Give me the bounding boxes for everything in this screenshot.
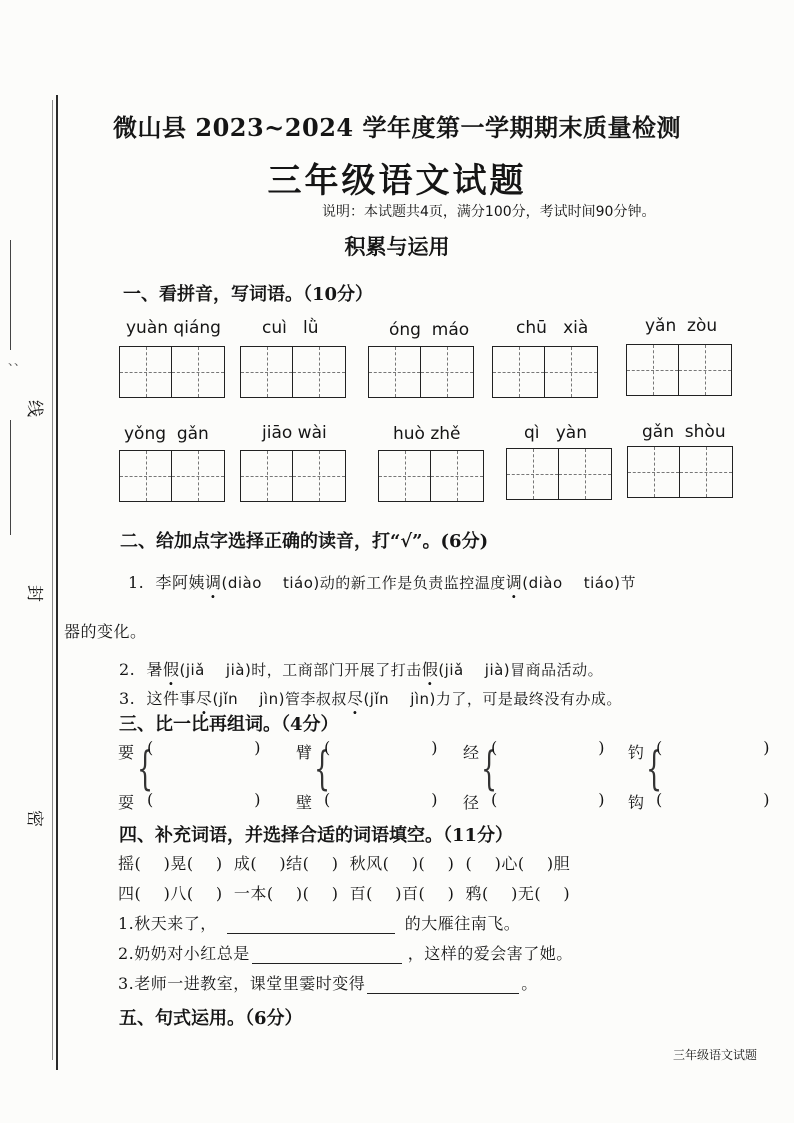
q1-pinyin: óng máo bbox=[389, 320, 470, 340]
q4-sentence-text: 的大雁往南飞。 bbox=[404, 914, 521, 933]
q5-heading: 五、句式运用。（6分） bbox=[119, 1008, 303, 1029]
binding-dash-middle bbox=[10, 420, 11, 535]
q1-pinyin: yǒng gǎn bbox=[124, 424, 209, 444]
q1-writing-grid[interactable] bbox=[506, 448, 612, 500]
binding-char-seal: 封 bbox=[24, 585, 44, 602]
q4-sentence-text: ，这样的爱会害了她。 bbox=[407, 944, 573, 963]
q1-pinyin: chū xià bbox=[516, 318, 589, 338]
q2-text: 3. 这件事 bbox=[119, 689, 196, 708]
q1-writing-grid[interactable] bbox=[492, 346, 598, 398]
q1-heading: 一、看拼音，写词语。（10分） bbox=[123, 284, 374, 305]
q3-char: 经 bbox=[463, 743, 480, 762]
q3-char: 臂 bbox=[296, 743, 313, 762]
q4-sentence-text: 。 bbox=[521, 974, 538, 993]
q4-answer-blank[interactable] bbox=[252, 947, 402, 964]
exam-title: 三年级语文试题 bbox=[267, 161, 527, 201]
q3-brace: { bbox=[137, 741, 154, 795]
q3-char: 壁 bbox=[296, 793, 313, 812]
q3-char: 钓 bbox=[628, 743, 645, 762]
q3-blank[interactable]: ( ) bbox=[147, 738, 262, 757]
q2-text: 2. 暑 bbox=[119, 660, 163, 679]
exam-school-title: 微山县 2023~2024 学年度第一学期期末质量检测 bbox=[113, 113, 681, 142]
q1-pinyin: gǎn shòu bbox=[642, 422, 726, 442]
q4-answer-blank[interactable] bbox=[367, 977, 519, 994]
q2-text: 1. 李阿姨 bbox=[128, 573, 205, 592]
q2-heading: 二、给加点字选择正确的读音，打“√”。(6分) bbox=[120, 531, 489, 552]
q1-writing-grid[interactable] bbox=[240, 346, 346, 398]
q3-blank[interactable]: ( ) bbox=[324, 738, 439, 757]
q4-sentence-3 bbox=[118, 971, 538, 994]
q4-idioms-line-2[interactable]: 四( )八( ) 一本( )( ) 百( )百( ) 鸦( )无( ) bbox=[118, 884, 571, 903]
q2-options[interactable]: (diào tiáo)节 bbox=[522, 574, 637, 592]
q3-char: 径 bbox=[463, 793, 480, 812]
q3-blank[interactable]: ( ) bbox=[491, 738, 606, 757]
q4-heading: 四、补充词语，并选择合适的词语填空。（11分） bbox=[119, 825, 514, 846]
q2-item-1-cont: 器的变化。 bbox=[64, 622, 147, 641]
q2-dotted-char: 假 bbox=[421, 660, 439, 679]
q4-answer-blank[interactable] bbox=[227, 917, 395, 934]
q2-options[interactable]: (diào tiáo)动的新工作是负责监控温度 bbox=[221, 574, 506, 592]
q2-dotted-char: 假 bbox=[162, 660, 180, 679]
q2-item-3 bbox=[119, 686, 622, 709]
binding-char-secret: 密 bbox=[24, 810, 44, 827]
exam-note: 说明：本试题共4页，满分100分，考试时间90分钟。 bbox=[322, 204, 656, 220]
q3-brace: { bbox=[646, 741, 663, 795]
q1-pinyin: huò zhě bbox=[393, 424, 461, 444]
q1-pinyin: jiāo wài bbox=[262, 423, 327, 443]
q3-blank[interactable]: ( ) bbox=[324, 790, 439, 809]
binding-ticks: 、、 bbox=[8, 354, 27, 368]
q1-writing-grid[interactable] bbox=[368, 346, 474, 398]
q3-brace: { bbox=[481, 741, 498, 795]
q2-dotted-char: 调 bbox=[204, 573, 222, 592]
q3-blank[interactable]: ( ) bbox=[656, 738, 771, 757]
q1-pinyin: yuàn qiáng bbox=[126, 318, 221, 338]
q2-options[interactable]: (jǐn jìn)管李叔叔 bbox=[212, 690, 347, 708]
q3-brace: { bbox=[314, 741, 331, 795]
q1-pinyin: yǎn zòu bbox=[645, 316, 718, 336]
q4-sentence-text: 1.秋天来了， bbox=[118, 914, 217, 933]
q2-options[interactable]: (jǐn jìn)力了，可是最终没有办成。 bbox=[363, 690, 622, 708]
q3-heading: 三、比一比再组词。（4分） bbox=[119, 714, 339, 735]
part-heading: 积累与运用 bbox=[344, 234, 450, 259]
page-footer: 三年级语文试题 bbox=[673, 1048, 758, 1062]
q4-sentence-2 bbox=[118, 941, 573, 964]
q3-blank[interactable]: ( ) bbox=[491, 790, 606, 809]
q2-dotted-char: 尽 bbox=[195, 689, 213, 708]
q1-writing-grid[interactable] bbox=[119, 346, 225, 398]
q2-dotted-char: 尽 bbox=[346, 689, 364, 708]
q2-options[interactable]: (jiǎ jià)冒商品活动。 bbox=[438, 661, 604, 679]
q1-writing-grid[interactable] bbox=[240, 450, 346, 502]
q4-idioms-line-1[interactable]: 摇( )晃( ) 成( )结( ) 秋风( )( ) ( )心( )胆 bbox=[118, 854, 571, 873]
q1-writing-grid[interactable] bbox=[119, 450, 225, 502]
q1-writing-grid[interactable] bbox=[626, 344, 732, 396]
q3-char: 钩 bbox=[628, 793, 645, 812]
q4-sentence-text: 3.老师一进教室，课堂里霎时变得 bbox=[118, 974, 366, 993]
q3-char: 要 bbox=[118, 743, 135, 762]
q4-sentence-1 bbox=[118, 911, 520, 934]
q2-item-1 bbox=[128, 570, 636, 593]
binding-char-line: 线 bbox=[24, 400, 44, 417]
q1-pinyin: qì yàn bbox=[524, 423, 587, 443]
q4-sentence-text: 2.奶奶对小红总是 bbox=[118, 944, 250, 963]
q1-writing-grid[interactable] bbox=[627, 446, 733, 498]
q3-blank[interactable]: ( ) bbox=[147, 790, 262, 809]
q3-blank[interactable]: ( ) bbox=[656, 790, 771, 809]
q1-pinyin: cuì lǜ bbox=[262, 318, 319, 338]
q3-char: 耍 bbox=[118, 793, 135, 812]
q1-writing-grid[interactable] bbox=[378, 450, 484, 502]
q2-item-2 bbox=[119, 657, 603, 680]
q2-options[interactable]: (jiǎ jià)时，工商部门开展了打击 bbox=[179, 661, 422, 679]
q2-dotted-char: 调 bbox=[505, 573, 523, 592]
